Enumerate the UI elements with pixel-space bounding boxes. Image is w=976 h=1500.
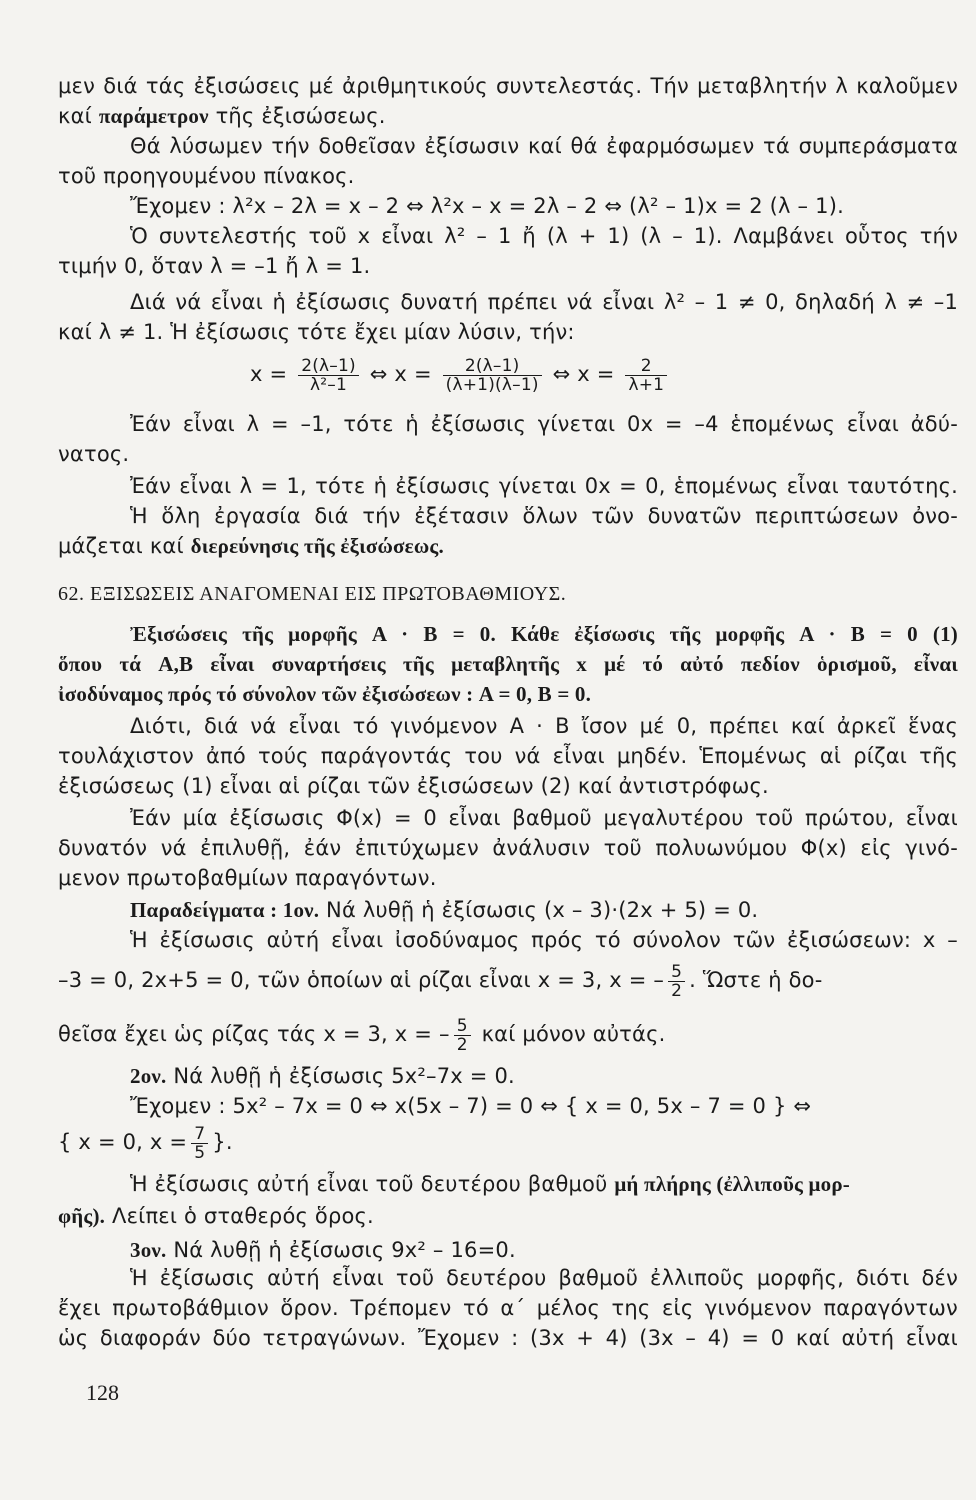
text-span: Ἡ ἐξίσωσις αὐτή εἶναι τοῦ δευτέρου βαθμοῦ — [130, 1172, 615, 1196]
fraction-denominator: 2 — [671, 980, 683, 1001]
fraction-denominator: λ+1 — [628, 374, 665, 395]
text-line: Ἡ ὅλη ἐργασία διά τήν ἐξέτασιν ὅλων τῶν δυνατῶν περιπτώσεων ὀνο- — [130, 504, 958, 528]
text-line: Ἐάν μία ἐξίσωσις Φ(x) = 0 εἶναι βαθμοῦ μεγαλυτέρου τοῦ πρώτου, εἶναι — [130, 806, 958, 830]
text-line: Ὁ συντελεστής τοῦ x εἶναι λ² – 1 ἤ (λ + 1) (λ – 1). Λαμβάνει οὗτος τήν — [130, 224, 958, 248]
fraction — [443, 357, 542, 394]
term-incomplete: μή πλήρης (ἐλλιποῦς μορ- — [614, 1172, 850, 1196]
fraction-numerator: 5 — [454, 1017, 471, 1036]
text-line: Ἡ ἐξίσωσις αὐτή εἶναι ἰσοδύναμος πρός τό σύνολον τῶν ἐξισώσεων: x – — [130, 928, 958, 952]
text-line — [58, 102, 958, 130]
fraction — [668, 963, 685, 1000]
equation-line — [58, 1120, 958, 1164]
example-label: 2ον. — [130, 1064, 167, 1088]
eq-text: ⇔ x = — [369, 362, 432, 386]
text-line: Ἐάν εἶναι λ = 1, τότε ἡ ἐξίσωσις γίνεται 0x = 0, ἑπομένως εἶναι ταυτότης. — [130, 474, 958, 498]
text-line: ὅπου τά A,B εἶναι συναρτήσεις τῆς μεταβλητῆς x μέ τό αὐτό πεδίον ὁρισμοῦ, εἶναι — [58, 652, 958, 676]
text-line: μεν διά τάς ἐξισώσεις μέ ἀριθμητικούς συντελεστάς. Τήν μεταβλητήν λ καλοῦμεν — [58, 74, 958, 98]
fraction-denominator: 5 — [194, 1142, 206, 1163]
fraction-denominator: 2 — [456, 1034, 468, 1055]
text-span: Λείπει ὁ σταθερός ὅρος. — [105, 1204, 374, 1228]
term-form: φῆς). — [58, 1204, 106, 1228]
text-line — [130, 896, 958, 924]
term-discussion: διερεύνησις τῆς ἐξισώσεως. — [190, 534, 444, 558]
fraction-numerator: 7 — [191, 1125, 208, 1144]
text-line: ἰσοδύναμος πρός τό σύνολον τῶν ἐξισώσεων : A = 0, B = 0. — [58, 682, 592, 706]
fraction — [454, 1017, 471, 1054]
text-span: { x = 0, x = — [58, 1130, 188, 1154]
text-line: Ἐάν εἶναι λ = –1, τότε ἡ ἐξίσωσις γίνεται 0x = –4 ἑπομένως εἶναι ἀδύ- — [130, 412, 958, 436]
fraction — [625, 357, 667, 394]
fraction-numerator: 2 — [625, 357, 667, 376]
text-line — [58, 958, 958, 1002]
text-line: τουλάχιστον ἀπό τούς παράγοντάς του νά εἶναι μηδέν. Ἑπομένως αἱ ρίζαι τῆς — [58, 744, 958, 768]
text-line — [58, 1202, 958, 1230]
examples-label: Παραδείγματα : 1ον. — [130, 898, 320, 922]
fraction-denominator: (λ+1)(λ–1) — [445, 374, 539, 395]
page-number: 128 — [86, 1380, 119, 1405]
text-line: ἔχει πρωτοβάθμιον ὅρον. Τρέπομεν τό α΄ μέλος της εἰς γινόμενον παραγόντων — [58, 1296, 958, 1320]
eq-text: x = — [250, 362, 288, 386]
text-line: Διά νά εἶναι ἡ ἐξίσωσις δυνατή πρέπει νά εἶναι λ² – 1 ≠ 0, δηλαδή λ ≠ –1 — [130, 290, 958, 314]
text-span: θεῖσα ἔχει ὡς ρίζας τάς x = 3, x = – — [58, 1022, 450, 1046]
fraction-numerator: 2(λ–1) — [443, 357, 542, 376]
text-span: –3 = 0, 2x+5 = 0, τῶν ὁποίων αἱ ρίζαι εἶναι x = 3, x = – — [58, 968, 665, 992]
fraction-denominator: λ²–1 — [310, 374, 348, 395]
fraction-numerator: 2(λ–1) — [298, 357, 359, 376]
example-label: 3ον. — [130, 1238, 167, 1262]
text-line — [130, 1062, 958, 1090]
text-span: Νά λυθῇ ἡ ἐξίσωσις 9x² – 16=0. — [166, 1238, 516, 1262]
text-span: μάζεται καί — [58, 534, 191, 558]
text-line: τιμήν 0, ὅταν λ = –1 ἤ λ = 1. — [58, 254, 371, 278]
text-line: ἐξισώσεως (1) εἶναι αἱ ρίζαι τῶν ἐξισώσεων (2) καί ἀντιστρόφως. — [58, 774, 769, 798]
text-line: καί λ ≠ 1. Ἡ ἐξίσωσις τότε ἔχει μίαν λύσιν, τήν: — [58, 320, 575, 344]
fraction — [298, 357, 359, 394]
fraction — [191, 1125, 208, 1162]
text-line: τοῦ προηγουμένου πίνακος. — [58, 164, 355, 188]
text-line: μενον πρωτοβαθμίων παραγόντων. — [58, 866, 437, 890]
text-span: . Ὥστε ἡ δο- — [689, 968, 823, 992]
solution-equation — [250, 350, 950, 398]
section-heading: 62. ΕΞΙΣΩΣΕΙΣ ΑΝΑΓΟΜΕΝΑΙ ΕΙΣ ΠΡΩΤΟΒΑΘΜΙΟΥΣ. — [58, 583, 567, 605]
equation-line: Ἔχομεν : 5x² – 7x = 0 ⇔ x(5x – 7) = 0 ⇔ { x = 0, 5x – 7 = 0 } ⇔ — [130, 1094, 812, 1118]
text-span: καί μόνον αὐτάς. — [474, 1022, 666, 1046]
text-line: ὡς διαφοράν δύο τετραγώνων. Ἔχομεν : (3x + 4) (3x – 4) = 0 καί αὐτή εἶναι — [58, 1326, 958, 1350]
text-line — [130, 1236, 958, 1264]
text-line: Ἡ ἐξίσωσις αὐτή εἶναι τοῦ δευτέρου βαθμοῦ ἐλλιποῦς μορφῆς, διότι δέν — [130, 1266, 958, 1290]
term-parameter: παράμετρον — [98, 104, 209, 128]
eq-text: ⇔ x = — [552, 362, 615, 386]
text-line — [58, 1012, 958, 1056]
text-span: τῆς ἐξισώσεως. — [208, 104, 386, 128]
text-line: δυνατόν νά ἐπιλυθῇ, ἐάν ἐπιτύχωμεν ἀνάλυσιν τοῦ πολυωνύμου Φ(x) εἰς γινό- — [58, 836, 958, 860]
text-span: }. — [212, 1130, 233, 1154]
text-line: Θά λύσωμεν τήν δοθεῖσαν ἐξίσωσιν καί θά ἐφαρμόσωμεν τά συμπεράσματα — [130, 134, 958, 158]
text-line — [130, 1170, 958, 1198]
text-line: Ἐξισώσεις τῆς μορφῆς A · B = 0. Κάθε ἐξίσωσις τῆς μορφῆς A · B = 0 (1) — [130, 622, 958, 646]
text-line: Διότι, διά νά εἶναι τό γινόμενον A · B ἴσον μέ 0, πρέπει καί ἀρκεῖ ἕνας — [130, 714, 958, 738]
equation-line: Ἔχομεν : λ²x – 2λ = x – 2 ⇔ λ²x – x = 2λ – 2 ⇔ (λ² – 1)x = 2 (λ – 1). — [130, 194, 844, 218]
text-span: Νά λυθῇ ἡ ἐξίσωσις (x – 3)·(2x + 5) = 0. — [319, 898, 759, 922]
fraction-numerator: 5 — [668, 963, 685, 982]
text-span: Νά λυθῇ ἡ ἐξίσωσις 5x²–7x = 0. — [166, 1064, 515, 1088]
text-span: καί — [58, 104, 99, 128]
text-line: νατος. — [58, 442, 130, 466]
text-line — [58, 532, 958, 560]
